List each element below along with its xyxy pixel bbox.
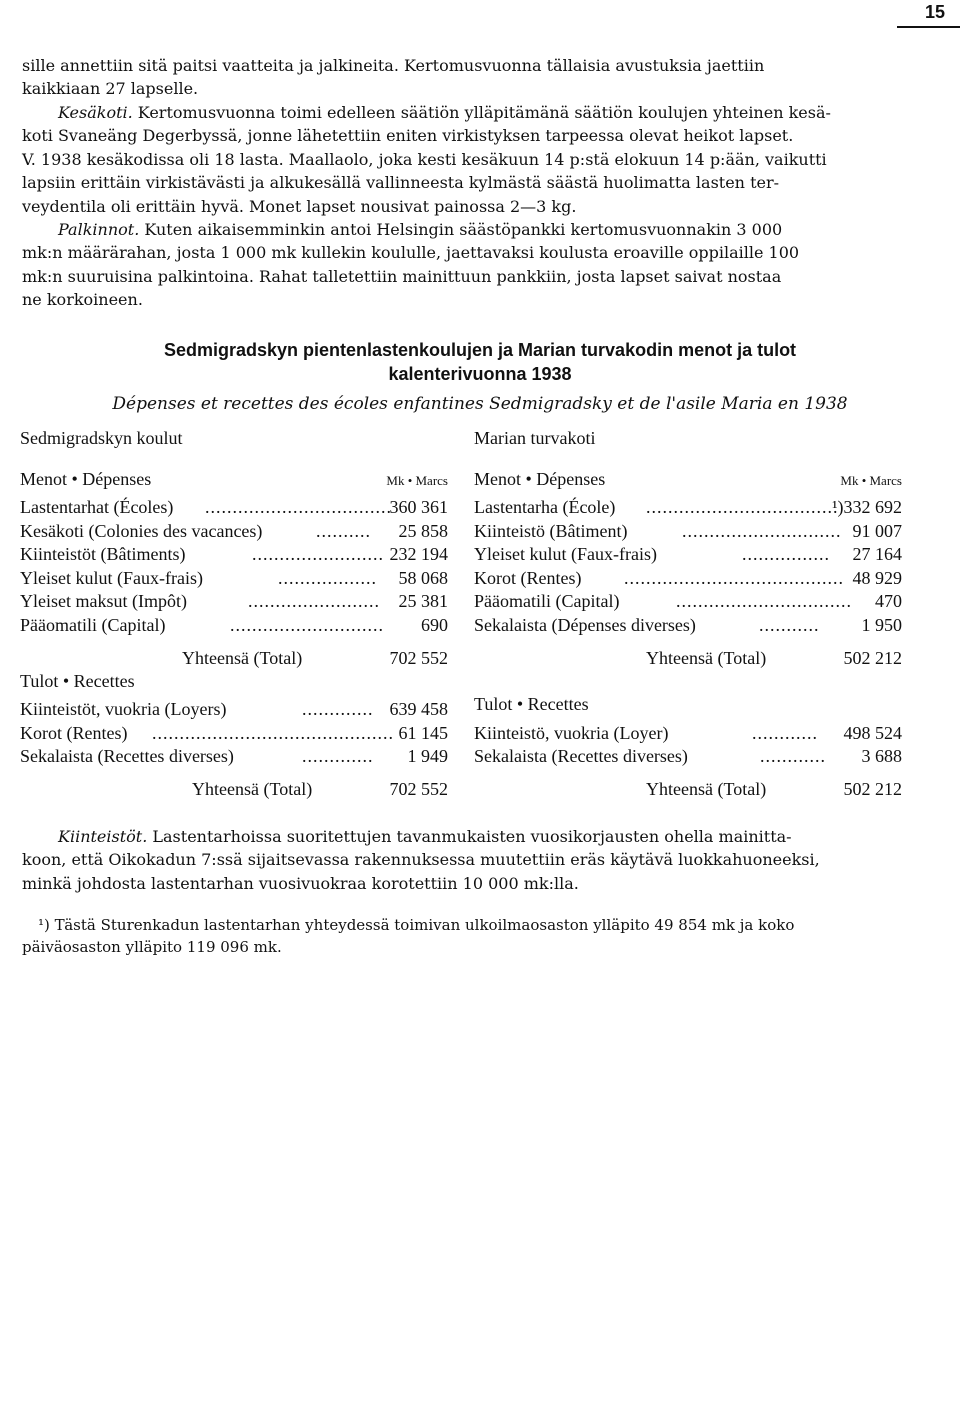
expense-label: Sekalaista (Dépenses diverses)	[474, 615, 696, 635]
income-label: Sekalaista (Recettes diverses)	[20, 746, 234, 766]
expense-label: Lastentarhat (Écoles)	[20, 497, 174, 517]
palkinnot-paragraph	[22, 218, 907, 312]
expense-value: ¹)332 692	[832, 497, 902, 517]
income-value: 61 145	[398, 723, 448, 743]
expense-label: Kesäkoti (Colonies des vacances)	[20, 521, 263, 541]
currency-header: Mk • Marcs	[840, 473, 902, 488]
menot-header: Menot • Dépenses	[20, 469, 152, 489]
expense-label: Yleiset maksut (Impôt)	[20, 591, 187, 611]
leader-dots: ..................	[278, 568, 377, 588]
expense-label: Yleiset kulut (Faux-frais)	[20, 568, 203, 588]
expense-value: 1 950	[861, 615, 902, 635]
expense-value: 48 929	[852, 568, 902, 588]
expense-value: 470	[875, 591, 902, 611]
leader-dots: ...................................	[646, 497, 839, 517]
kesakoti-line: koti Svaneäng Degerbyssä, jonne lähetettiin eniten virkistyksen tarpeessa olevat heikot lapset.	[22, 126, 794, 146]
leader-dots: ........................	[252, 544, 384, 564]
leader-dots: ........................	[248, 591, 380, 611]
leader-dots: ........................................	[624, 568, 844, 588]
intro-line: sille annettiin sitä paitsi vaatteita ja jalkineita. Kertomusvuonna tällaisia avustuksia jaettiin	[22, 56, 765, 75]
palkinnot-line: ne korkoineen.	[22, 290, 143, 310]
kesakoti-heading: Kesäkoti.	[58, 103, 133, 122]
income-value: 498 524	[843, 723, 902, 743]
expense-value: 58 068	[398, 568, 448, 588]
leader-dots: ................	[742, 544, 830, 564]
leader-dots: ............................................	[152, 723, 394, 743]
intro-paragraph	[22, 54, 907, 101]
page-number: 15	[924, 2, 946, 22]
kiinteistot-heading: Kiinteistöt.	[58, 827, 148, 846]
tulot-total-label: Yhteensä (Total)	[646, 779, 767, 799]
kiinteistot-paragraph	[22, 825, 907, 895]
footnote-text: Tästä Sturenkadun lastentarhan yhteydessä toimivan ulkoilmaosaston ylläpito 49 854 mk ja koko	[54, 916, 795, 934]
maria-name: Marian turvakoti	[474, 428, 596, 448]
income-label: Kiinteistöt, vuokria (Loyers)	[20, 699, 227, 719]
leader-dots: ................................	[676, 591, 852, 611]
tulot-header: Tulot • Recettes	[474, 694, 589, 714]
income-label: Kiinteistö, vuokria (Loyer)	[474, 723, 669, 743]
sedmigradsky-name: Sedmigradskyn koulut	[20, 428, 183, 448]
expense-value: 360 361	[389, 497, 448, 517]
leader-dots: .............	[302, 746, 374, 766]
palkinnot-text: Kuten aikaisemminkin antoi Helsingin säästöpankki kertomusvuonnakin 3 000	[144, 220, 783, 239]
expense-label: Korot (Rentes)	[474, 568, 582, 588]
kesakoti-line: veydentila oli erittäin hyvä. Monet lapset nousivat painossa 2—3 kg.	[22, 196, 577, 216]
currency-header: Mk • Marcs	[386, 473, 448, 488]
expense-label: Yleiset kulut (Faux-frais)	[474, 544, 657, 564]
expense-label: Pääomatili (Capital)	[474, 591, 620, 611]
menot-total-label: Yhteensä (Total)	[182, 648, 303, 668]
kesakoti-paragraph	[22, 101, 907, 218]
menot-total-value: 502 212	[843, 648, 902, 668]
leader-dots: ..........	[316, 521, 371, 541]
footnote	[22, 914, 907, 958]
expense-value: 25 858	[398, 521, 448, 541]
income-value: 639 458	[389, 699, 448, 719]
kiinteistot-text: Lastentarhoissa suoritettujen tavanmukaisten vuosikorjausten ohella mainitta-	[152, 827, 792, 846]
kiinteistot-line: koon, että Oikokadun 7:ssä sijaitsevassa rakennuksessa muutettiin eräs käytävä luokkahuoneeksi,	[22, 850, 820, 870]
tulot-total-value: 702 552	[389, 779, 448, 799]
table-title-line: kalenterivuonna 1938	[388, 364, 572, 384]
palkinnot-line: mk:n suuruisina palkintoina. Rahat talletettiin mainittuun pankkiin, josta lapset saivat nostaa	[22, 266, 782, 286]
leader-dots: ...........	[759, 615, 820, 635]
table-subtitle: Dépenses et recettes des écoles enfantines Sedmigradsky et de l'asile Maria en 1938	[112, 394, 848, 414]
leader-dots: ..................................	[205, 497, 392, 517]
income-label: Sekalaista (Recettes diverses)	[474, 746, 688, 766]
tulot-total-value: 502 212	[843, 779, 902, 799]
expense-label: Lastentarha (École)	[474, 497, 616, 517]
tulot-header: Tulot • Recettes	[20, 671, 135, 691]
menot-total-value: 702 552	[389, 648, 448, 668]
kesakoti-line: V. 1938 kesäkodissa oli 18 lasta. Maallaolo, joka kesti kesäkuun 14 p:stä elokuun 14 p:ään, vaikutti	[22, 149, 827, 169]
palkinnot-heading: Palkinnot.	[58, 220, 140, 239]
expense-value: 232 194	[389, 544, 448, 564]
income-label: Korot (Rentes)	[20, 723, 128, 743]
palkinnot-line: mk:n määrärahan, josta 1 000 mk kullekin koululle, jaettavaksi koulusta eroaville oppilaille 100	[22, 243, 800, 263]
kesakoti-line: lapsiin erittäin virkistävästi ja alkukesällä vallinneesta kylmästä säästä huolimatta lasten ter-	[22, 173, 780, 193]
income-value: 1 949	[407, 746, 448, 766]
header-rule	[897, 26, 960, 28]
leader-dots: ............	[752, 723, 818, 743]
expense-value: 91 007	[852, 521, 902, 541]
table-title-line: Sedmigradskyn pientenlastenkoulujen ja Marian turvakodin menot ja tulot	[163, 340, 797, 360]
intro-line: kaikkiaan 27 lapselle.	[22, 79, 199, 99]
footnote-marker: ¹)	[38, 916, 50, 934]
expense-label: Kiinteistöt (Bâtiments)	[20, 544, 186, 564]
expense-value: 690	[421, 615, 448, 635]
kiinteistot-line: minkä johdosta lastentarhan vuosivuokraa korotettiin 10 000 mk:lla.	[22, 873, 579, 893]
expense-label: Pääomatili (Capital)	[20, 615, 166, 635]
kesakoti-text: Kertomusvuonna toimi edelleen säätiön ylläpitämänä säätiön koulujen yhteinen kesä-	[137, 103, 831, 122]
leader-dots: .............	[302, 699, 374, 719]
footnote-line: päiväosaston ylläpito 119 096 mk.	[22, 938, 282, 956]
expense-value: 25 381	[398, 591, 448, 611]
leader-dots: .............................	[682, 521, 842, 541]
income-value: 3 688	[861, 746, 902, 766]
expense-label: Kiinteistö (Bâtiment)	[474, 521, 628, 541]
sedmigradsky-table	[20, 428, 448, 808]
menot-total-label: Yhteensä (Total)	[646, 648, 767, 668]
leader-dots: ............................	[230, 615, 384, 635]
leader-dots: ............	[760, 746, 826, 766]
menot-header: Menot • Dépenses	[474, 469, 606, 489]
table-title	[0, 338, 960, 386]
maria-table	[474, 428, 902, 808]
tulot-total-label: Yhteensä (Total)	[192, 779, 313, 799]
expense-value: 27 164	[852, 544, 902, 564]
